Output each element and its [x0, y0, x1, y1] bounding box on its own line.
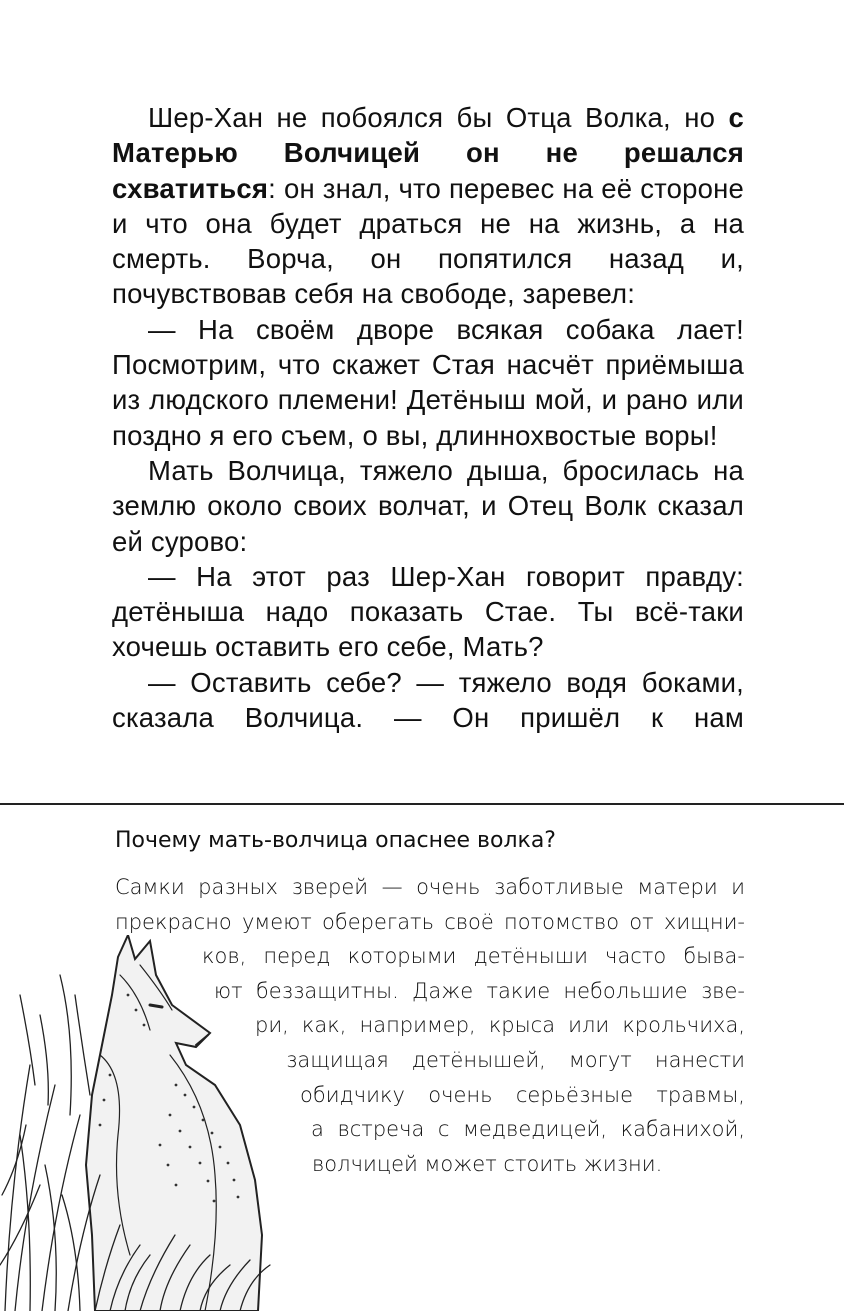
paragraph-3: Мать Волчица, тяжело дыша, бросилась на землю около своих волчат, и Отец Волк сказал ей сурово: — [112, 454, 744, 557]
sidebar-line: защищая детёнышей, могут нанести — [286, 1047, 745, 1072]
sidebar-line: а встреча с медведицей, кабанихой, — [311, 1117, 745, 1142]
paragraph-1-end: : он знал, что перевес на её стороне и что она будет драться не на жизнь, а на смерть. Ворча, он попятился назад и, почувствовав себя на свободе, заревел: — [112, 172, 744, 310]
sidebar-line: ри, как, например, крыса или крольчиха, — [255, 1013, 745, 1038]
paragraph-5: — Оставить себе? — тяжело водя боками, сказала Волчица. — Он пришёл к нам — [112, 666, 744, 734]
paragraph-2: — На своём дворе всякая собака лает! Посмотрим, что скажет Стая насчёт приёмыша из людского племени! Детёныш мой, и рано или поздно я его съем, о вы, длиннохвостые воры! — [112, 313, 744, 451]
paragraph-4: — На этот раз Шер-Хан говорит правду: детёныша надо показать Стае. Ты всё-таки хочешь оставить его себе, Мать? — [112, 560, 744, 663]
section-divider — [0, 803, 844, 805]
sidebar-title: Почему мать-волчица опаснее волка? — [115, 828, 556, 853]
sidebar-line: Самки разных зверей — очень заботливые матери и — [115, 875, 745, 899]
wolf-illustration — [0, 935, 320, 1311]
paragraph-1-bold: с Матерью Волчицей он не решался схватиться — [112, 102, 744, 204]
sidebar-line: волчицей может стоить жизни. — [312, 1151, 663, 1176]
sidebar-line: ков, перед которыми детёныши часто быва- — [202, 944, 745, 969]
paragraph-1 — [112, 100, 744, 312]
story-text — [112, 100, 744, 735]
sidebar-line: прекрасно умеют оберегать своё потомство от хищни- — [115, 909, 745, 934]
sidebar-line: ют беззащитны. Даже такие небольшие зве- — [214, 978, 745, 1003]
sidebar-line: обидчику очень серьёзные травмы, — [300, 1082, 745, 1107]
paragraph-1-start: Шер-Хан не побоялся бы Отца Волка, но — [148, 102, 729, 133]
